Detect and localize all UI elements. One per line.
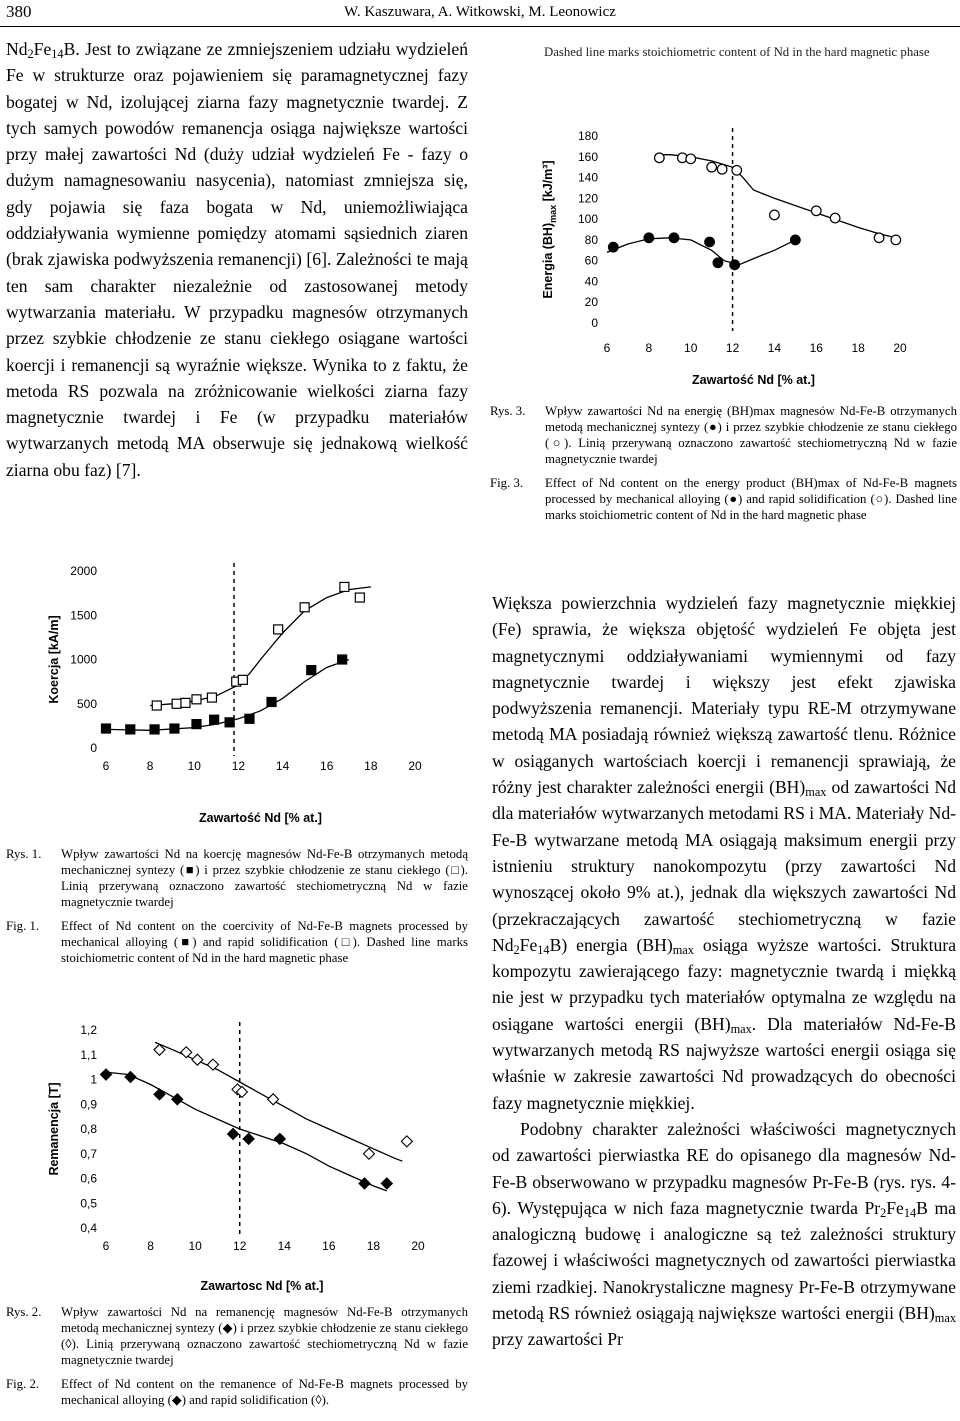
data-point-square-filled: [192, 720, 201, 729]
data-point-square-filled: [225, 718, 234, 727]
data-point-square-open: [172, 699, 181, 708]
y-tick-label: 1000: [70, 652, 97, 667]
text-run: Podobny charakter zależności właściwości magnetycznych od zawartości pierwiastka RE do opisanego dla magnesów Nd-Fe-B obserwowano w przypadku magnesów Pr-Fe-B (rys. rys. 4-6). Występująca w nich faza magnetycznie twarda Pr: [492, 1118, 956, 1218]
x-tick-label: 20: [411, 1239, 425, 1253]
fig3-top-note: Dashed line marks stoichiometric content of Nd in the hard magnetic phase: [544, 45, 930, 59]
left-column-text: [6, 36, 468, 483]
fig3-energy-chart: [534, 120, 954, 400]
data-point-square-filled: [150, 725, 159, 734]
x-tick-label: 20: [893, 341, 907, 355]
subscript: 14: [51, 47, 64, 61]
text-run: B. Jest to związane ze zmniejszeniem udziału wydzieleń Fe w strukturze oraz pojawieniem się paramagnetycznej fazy bogatej w Nd, izolującej ziarna fazy magnetycznie twardej. Z tych samych powodów remanencja osiąga największe wartości przy małej zawartości Nd (duży udział wydzieleń Fe - fazy o dużym namagnesowaniu nasycenia), natomiast zmniejsza się, gdy pojawia się faza bogata w Nd, uniemożliwiająca oddziaływania wymienne pomiędzy atomami sąsiednich ziaren (brak zjawiska podwyższenia remanencji) [6]. Zależności te mają ten sam charakter niezależnie od zastosowanej metody wytwarzania materiału. W przypadku magnesów otrzymanych przez szybkie chłodzenie ze stanu ciekłego osiągane wartości koercji i remanencji są wyraźnie większe. Wynika to z faktu, że metoda RS pozwala na zróżnicowanie wielkości ziarna fazy magnetycznie twardej i Fe (w przypadku materiałów wytwarzanych metodą MA obserwuje się jednakową wielkość ziarna obu faz) [7].: [6, 39, 468, 480]
y-tick-label: 0: [591, 316, 598, 330]
y-tick-label: 140: [577, 170, 598, 185]
y-tick-label: 0,5: [80, 1196, 97, 1211]
y-tick-label: 80: [584, 232, 598, 247]
x-axis-label: Zawartosc Nd [% at.]: [200, 1279, 324, 1293]
fig2-en-label: Fig. 2.: [6, 1377, 40, 1391]
y-tick-label: 60: [584, 253, 598, 268]
x-tick-label: 8: [147, 1239, 154, 1253]
data-point-diamond-filled: [243, 1133, 254, 1144]
text-run: B) energia (BH): [549, 934, 673, 955]
data-point-circle-open: [891, 235, 901, 245]
y-axis-label: [47, 615, 61, 703]
data-point-square-filled: [170, 724, 179, 733]
data-point-diamond-filled: [381, 1178, 392, 1189]
x-tick-label: 14: [275, 759, 290, 773]
data-point-diamond-filled: [154, 1089, 165, 1100]
x-tick-label: 6: [102, 1239, 110, 1253]
data-point-diamond-filled: [172, 1094, 183, 1105]
data-point-circle-open: [874, 233, 884, 243]
fig2-pl-label: Rys. 2.: [6, 1305, 42, 1319]
data-point-diamond-filled: [228, 1128, 239, 1139]
left-paragraph: [6, 36, 468, 483]
fit-curve-rs: [150, 587, 371, 706]
data-point-square-filled: [267, 697, 276, 706]
data-point-circle-filled: [644, 233, 654, 243]
text-run: przy zawartości Pr: [492, 1329, 623, 1350]
subscript: 14: [903, 1205, 917, 1220]
data-point-square-open: [192, 695, 201, 704]
fig2-en-text: Effect of Nd content on the remanence of Nd-Fe-B magnets processed by mechanical alloying (◆) and rapid solidification (◊).: [61, 1377, 468, 1407]
x-axis-label: Zawartość Nd [% at.]: [692, 373, 815, 387]
fig1-en-text: Effect of Nd content on the coercivity of Nd-Fe-B magnets processed by mechanical alloying (■) and rapid solidification (□). Dashed line marks stoichiometric content of Nd in the hard magnetic phase: [61, 919, 468, 965]
fig1-coercivity-chart: [40, 558, 460, 833]
data-point-square-filled: [307, 666, 316, 675]
data-point-circle-open: [732, 165, 742, 175]
data-point-square-open: [274, 625, 283, 634]
fig3-caption: [490, 403, 957, 531]
data-point-circle-filled: [669, 233, 679, 243]
data-point-square-open: [300, 603, 309, 612]
page-number: 380: [6, 2, 32, 21]
text-run: Fe: [519, 934, 538, 955]
subscript: 2: [513, 942, 520, 957]
right-column-text: [492, 590, 956, 1353]
data-point-circle-open: [707, 162, 717, 172]
text-run: od zawartości Nd dla materiałów wytwarzanych metodami RS i MA. Materiały Nd-Fe-B wytwarzane metodą MA osiągają maksimum energii przy istnieniu struktury nanokompozytu (przy zawartości Nd wynoszącej około 9% at.), jednak dla większych zawartości Nd (przekraczających zawartość stechiometryczną w fazie Nd: [492, 777, 956, 955]
y-tick-label: 0,6: [80, 1171, 97, 1186]
text-run: Większa powierzchnia wydzieleń fazy magnetycznie miękkiej (Fe) sprawia, że większa objętość wydzieleń Fe objęta jest magnetycznymi oddziaływaniami wymiennymi od fazy magnetycznie twardej i większy jest efekt zjawiska podwyższenia remanencji. Materiały typu RE-M otrzymywane metodą MA posiadają również większą zawartość tlenu. Różnice w osiąganych wartościach koercji i remanencji sprawiają, że różny jest charakter zależności energii (BH): [492, 593, 956, 798]
text-run: . Dla materiałów Nd-Fe-B wytwarzanych metodą RS najwyższe wartości energii osiąga się właśnie w zakresie zawartości Nd prowadzących do obecności fazy magnetycznie miękkiej.: [492, 1013, 956, 1113]
data-point-diamond-open: [181, 1047, 192, 1058]
subscript: max: [730, 1021, 752, 1036]
y-tick-label: 0,9: [80, 1097, 97, 1112]
data-point-square-open: [238, 675, 247, 684]
fit-curve-ma: [106, 1072, 387, 1191]
data-point-diamond-open: [401, 1136, 412, 1147]
data-point-square-open: [207, 693, 216, 702]
data-point-square-open: [355, 593, 364, 602]
x-tick-label: 16: [809, 341, 823, 355]
y-axis-label: [541, 160, 558, 298]
data-point-circle-open: [811, 206, 821, 216]
fig3-en-label: Fig. 3.: [490, 476, 524, 490]
y-tick-label: 0,8: [80, 1122, 97, 1136]
data-point-circle-filled: [730, 260, 740, 270]
fig2-remanence-chart: [40, 1015, 460, 1300]
y-tick-label: 1500: [70, 608, 97, 623]
y-axis-label: [47, 1082, 61, 1175]
fit-curve-rs: [655, 155, 892, 237]
data-point-diamond-filled: [274, 1133, 285, 1144]
text-run: Nd: [6, 39, 28, 59]
fig3-pl-text: Wpływ zawartości Nd na energię (BH)max magnesów Nd-Fe-B otrzymanych metodą mechanicznej syntezy (●) i przez szybkie chłodzenie ze stanu ciekłego (○). Linią przerywaną oznaczono zawartość stechiometryczną Nd w fazie magnetycznie twardej: [545, 404, 957, 466]
data-point-square-filled: [210, 715, 219, 724]
fig1-pl-label: Rys. 1.: [6, 847, 42, 861]
data-point-square-filled: [245, 714, 254, 723]
data-point-circle-open: [655, 153, 665, 163]
data-point-square-open: [181, 698, 190, 707]
data-point-circle-filled: [608, 242, 618, 252]
y-axis-label-unit: [kJ/m³]: [541, 160, 555, 205]
fit-curve-ma: [607, 238, 795, 265]
subscript: max: [672, 942, 694, 957]
x-tick-label: 6: [102, 759, 110, 773]
right-paragraph-2: [492, 1116, 956, 1353]
text-run: Fe: [33, 39, 52, 59]
fig3-pl-label: Rys. 3.: [490, 404, 526, 418]
data-point-square-open: [340, 582, 349, 591]
right-paragraph-1: [492, 590, 956, 1116]
y-tick-label: 0,4: [80, 1221, 97, 1235]
x-tick-label: 10: [187, 759, 201, 773]
data-point-circle-filled: [705, 237, 715, 247]
data-point-circle-open: [770, 210, 780, 220]
data-point-diamond-filled: [125, 1072, 136, 1083]
data-point-circle-filled: [713, 258, 723, 268]
y-tick-label: 0,7: [80, 1146, 97, 1161]
subscript: 2: [27, 47, 34, 61]
x-tick-label: 10: [188, 1239, 202, 1253]
x-tick-label: 8: [645, 341, 653, 355]
subscript: 2: [880, 1205, 887, 1220]
x-tick-label: 12: [233, 1239, 247, 1253]
y-tick-label: 1,2: [80, 1023, 97, 1037]
y-tick-label: 500: [76, 696, 97, 711]
x-tick-label: 20: [408, 759, 422, 773]
data-point-circle-open: [830, 213, 840, 223]
text-run: B ma analogiczną budowę i analogiczne są też zależności struktury fazowej i właściwości magnetycznych od zawartości pierwiastka ziemi rzadkiej. Nanokrystaliczne magnesy Pr-Fe-B otrzymywane metodą RS również osiągają największe wartości energii (BH): [492, 1197, 956, 1324]
x-tick-label: 6: [603, 341, 611, 355]
subscript: 14: [537, 942, 550, 957]
x-tick-label: 18: [851, 341, 865, 355]
data-point-square-open: [152, 701, 161, 710]
x-tick-label: 14: [767, 341, 782, 355]
y-tick-label: 160: [577, 149, 598, 164]
y-tick-label: 180: [577, 129, 598, 143]
y-tick-label: 100: [577, 212, 598, 227]
fig1-en-label: Fig. 1.: [6, 919, 40, 933]
subscript: max: [805, 785, 827, 800]
data-point-diamond-filled: [101, 1069, 112, 1080]
data-point-square-filled: [126, 725, 135, 734]
y-tick-label: 20: [584, 295, 598, 310]
fig3-en-text: Effect of Nd content on the energy product (BH)max of Nd-Fe-B magnets processed by mechanical alloying (●) and rapid solidification (○). Dashed line marks stoichiometric content of Nd in the hard magnetic phase: [545, 476, 957, 522]
y-axis-label-main: Energia (BH): [541, 222, 555, 299]
page-header: [0, 0, 960, 26]
x-axis-label: Zawartość Nd [% at.]: [199, 811, 322, 825]
y-axis-label-main: Remanencja [T]: [47, 1082, 61, 1176]
y-tick-label: 2000: [70, 564, 97, 578]
data-point-circle-open: [686, 154, 696, 164]
data-point-square-filled: [338, 655, 347, 664]
x-tick-label: 16: [320, 759, 334, 773]
text-run: osiąga wyższe wartości. Struktura kompozytu zawierającego fazy: magnetycznie twardą i miękką nie jest w przypadku tych materiałów optymalna ze względu na osiągane wartości energii (BH): [492, 934, 956, 1034]
x-tick-label: 18: [366, 1239, 381, 1253]
x-tick-label: 18: [364, 759, 378, 773]
x-tick-label: 14: [277, 1239, 291, 1253]
fig2-caption: [6, 1304, 468, 1416]
x-tick-label: 12: [725, 341, 740, 355]
y-tick-label: 0: [90, 741, 97, 755]
x-tick-label: 10: [684, 341, 698, 355]
subscript: max: [934, 1311, 956, 1326]
data-point-diamond-open: [192, 1054, 203, 1065]
x-tick-label: 12: [231, 759, 246, 773]
y-tick-label: 1: [90, 1072, 97, 1087]
y-tick-label: 40: [584, 274, 598, 289]
text-run: Fe: [886, 1197, 904, 1218]
data-point-square-filled: [102, 724, 111, 733]
running-head-authors: W. Kaszuwara, A. Witkowski, M. Leonowicz: [344, 4, 616, 20]
data-point-diamond-open: [207, 1059, 218, 1070]
x-tick-label: 16: [322, 1239, 336, 1253]
data-point-diamond-open: [363, 1148, 374, 1159]
y-tick-label: 1,1: [80, 1047, 97, 1062]
header-rule: [0, 26, 960, 27]
fig1-caption: [6, 846, 468, 974]
data-point-circle-filled: [791, 235, 801, 245]
y-tick-label: 120: [577, 191, 598, 206]
data-point-circle-open: [717, 164, 727, 174]
fig1-pl-text: Wpływ zawartości Nd na koercję magnesów Nd-Fe-B otrzymanych metodą mechanicznej syntezy (■) i przez szybkie chłodzenie ze stanu ciekłego (□). Linią przerywaną oznaczono zawartość stechiometryczną Nd w fazie magnetycznie twardej: [61, 847, 468, 909]
y-axis-label-subscript: max: [548, 204, 558, 223]
fig2-pl-text: Wpływ zawartości Nd na remanencję magnesów Nd-Fe-B otrzymanych metodą mechanicznej syntezy (◆) i przez szybkie chłodzenie ze stanu ciekłego (◊). Linią przerywaną oznaczono zawartość stechiometryczną Nd w fazie magnetycznie twardej: [61, 1305, 468, 1367]
y-axis-label-main: Koercja [kA/m]: [47, 615, 61, 704]
x-tick-label: 8: [146, 759, 154, 773]
